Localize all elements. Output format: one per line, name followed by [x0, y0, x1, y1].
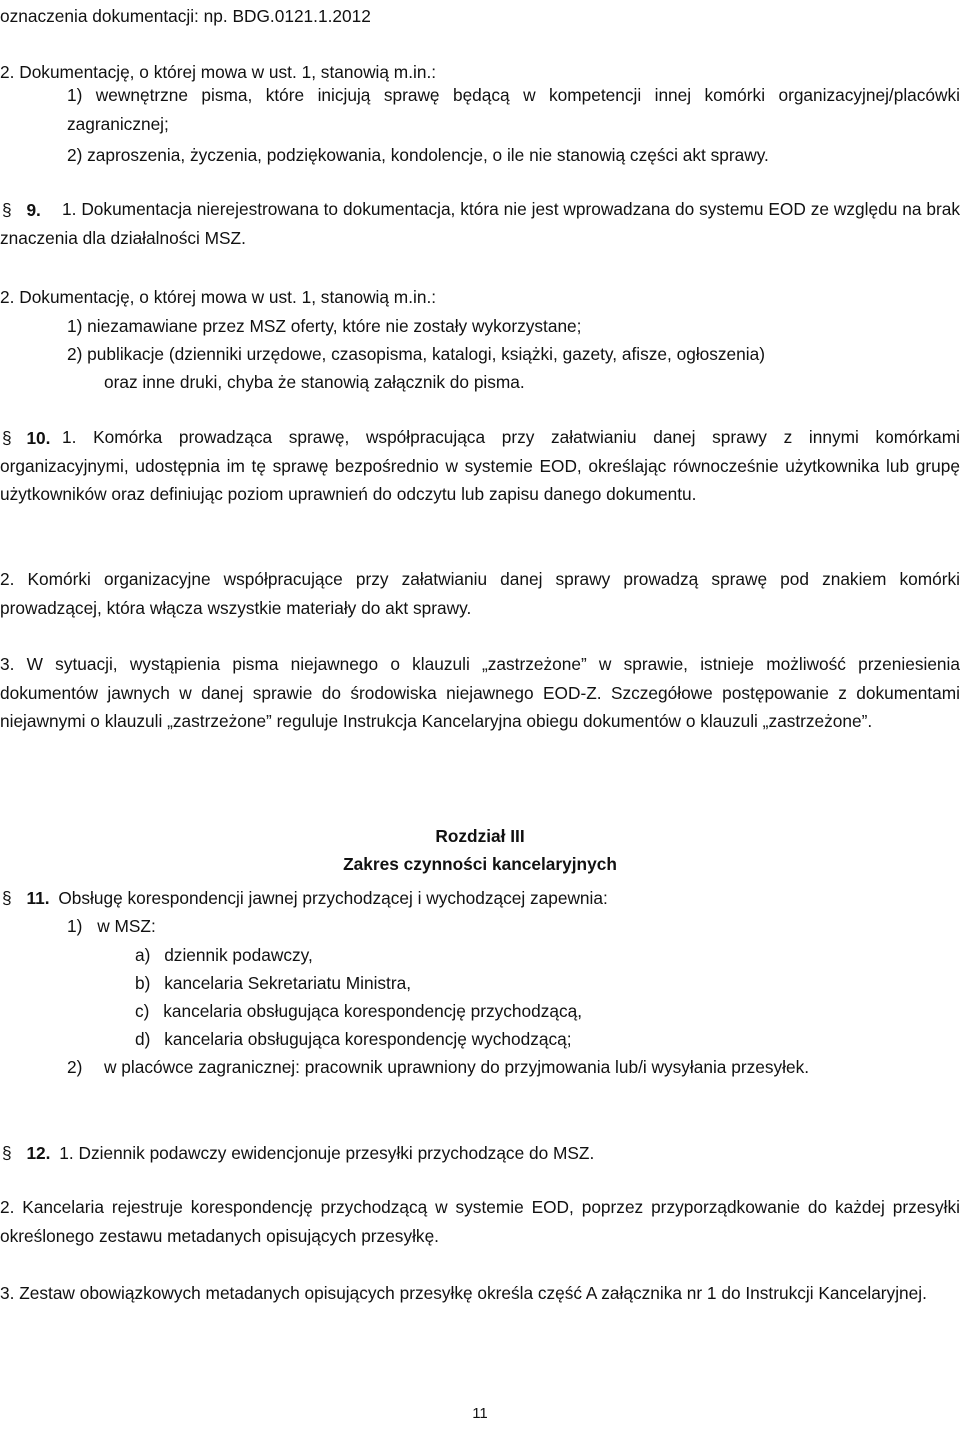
section-12-heading — [2, 1139, 960, 1167]
section-11-subitem: b) kancelaria Sekretariatu Ministra, — [135, 973, 412, 993]
section-mark: § — [2, 200, 12, 220]
section-9-item-1: 1) niezamawiane przez MSZ oferty, które nie zostały wykorzystane; — [67, 316, 582, 336]
section-10-paragraph-3: 3. W sytuacji, wystąpienia pisma niejawnego o klauzuli „zastrzeżone” w sprawie, istnieje możliwość przeniesienia dokumentów jawnych w danej sprawie do środowiska niejawnego EOD-Z. Szczegółowe postępowanie z dokumentami niejawnymi o klauzuli „zastrzeżone” reguluje Instrukcja Kancelaryjna obiegu dokumentów o klauzuli „zastrzeżone”. — [0, 654, 960, 732]
list-item-2: 2) zaproszenia, życzenia, podziękowania, kondolencje, o ile nie stanowią części akt sprawy. — [67, 145, 769, 165]
section-11-item-1 — [67, 912, 960, 940]
section-mark: § — [2, 1143, 12, 1163]
dossier-mark-example: oznaczenia dokumentacji: np. BDG.0121.1.2012 — [0, 6, 371, 26]
section-9-item-2b: oraz inne druki, chyba że stanowią załącznik do pisma. — [104, 372, 525, 392]
section-10-paragraph-1: 1. Komórka prowadząca sprawę, współpracująca przy załatwianiu danej sprawy z innymi komórkami organizacyjnymi, udostępnia im tę sprawę bezpośrednio w systemie EOD, określając równocześnie użytkownika lub grupę użytkowników oraz definiując poziom uprawnień do odczytu lub zapisu danego dokumentu. — [0, 427, 960, 505]
paragraph-2-intro: 2. Dokumentację, o której mowa w ust. 1, stanowią m.in.: — [0, 62, 437, 82]
section-mark: § — [2, 428, 12, 448]
page-number: 11 — [472, 1405, 488, 1422]
section-11-item-2: w placówce zagranicznej: pracownik uprawniony do przyjmowania lub/i wysyłania przesyłek. — [104, 1057, 810, 1077]
section-11-subitem: c) kancelaria obsługująca korespondencję przychodzącą, — [135, 1001, 583, 1021]
item-number: 2) — [67, 1057, 83, 1077]
chapter-subtitle: Zakres czynności kancelaryjnych — [343, 854, 617, 874]
chapter-title: Rozdział III — [435, 826, 525, 846]
section-12-paragraph-2: 2. Kancelaria rejestruje korespondencję przychodzącą w systemie EOD, poprzez przyporządkowanie do każdej przesyłki określonego zestawu metadanych opisujących przesyłkę. — [0, 1197, 960, 1246]
item-text: w MSZ: — [97, 916, 156, 936]
section-9-item-2a: 2) publikacje (dzienniki urzędowe, czasopisma, katalogi, książki, gazety, afisze, ogłoszenia) — [67, 344, 765, 364]
section-11-intro: Obsługę korespondencji jawnej przychodzącej i wychodzącej zapewnia: — [58, 888, 608, 908]
item-number: 1) — [67, 916, 83, 936]
section-number: 11. — [26, 888, 50, 908]
section-12-paragraph-3: 3. Zestaw obowiązkowych metadanych opisujących przesyłkę określa część A załącznika nr 1 do Instrukcji Kancelaryjnej. — [0, 1283, 927, 1303]
section-11-subitem: a) dziennik podawczy, — [135, 945, 313, 965]
section-12-paragraph-1: 1. Dziennik podawczy ewidencjonuje przesyłki przychodzące do MSZ. — [59, 1143, 595, 1163]
section-11-heading — [2, 884, 960, 912]
section-9-paragraph-2: 2. Dokumentację, o której mowa w ust. 1, stanowią m.in.: — [0, 287, 437, 307]
section-mark: § — [2, 888, 12, 908]
section-number: 10. — [26, 428, 51, 448]
section-10-paragraph-2: 2. Komórki organizacyjne współpracujące przy załatwianiu danej sprawy prowadzą sprawę pod znakiem komórki prowadzącej, która włącza wszystkie materiały do akt sprawy. — [0, 569, 960, 618]
section-number: 12. — [26, 1143, 51, 1163]
section-9-paragraph-1: 1. Dokumentacja nierejestrowana to dokumentacja, która nie jest wprowadzana do systemu EOD ze względu na brak znaczenia dla działalności MSZ. — [0, 199, 960, 248]
section-11-subitem: d) kancelaria obsługująca korespondencję wychodzącą; — [135, 1029, 572, 1049]
list-item-1: 1) wewnętrzne pisma, które inicjują sprawę będącą w kompetencji innej komórki organizacyjnej/placówki zagranicznej; — [67, 85, 960, 134]
section-number: 9. — [26, 200, 41, 220]
